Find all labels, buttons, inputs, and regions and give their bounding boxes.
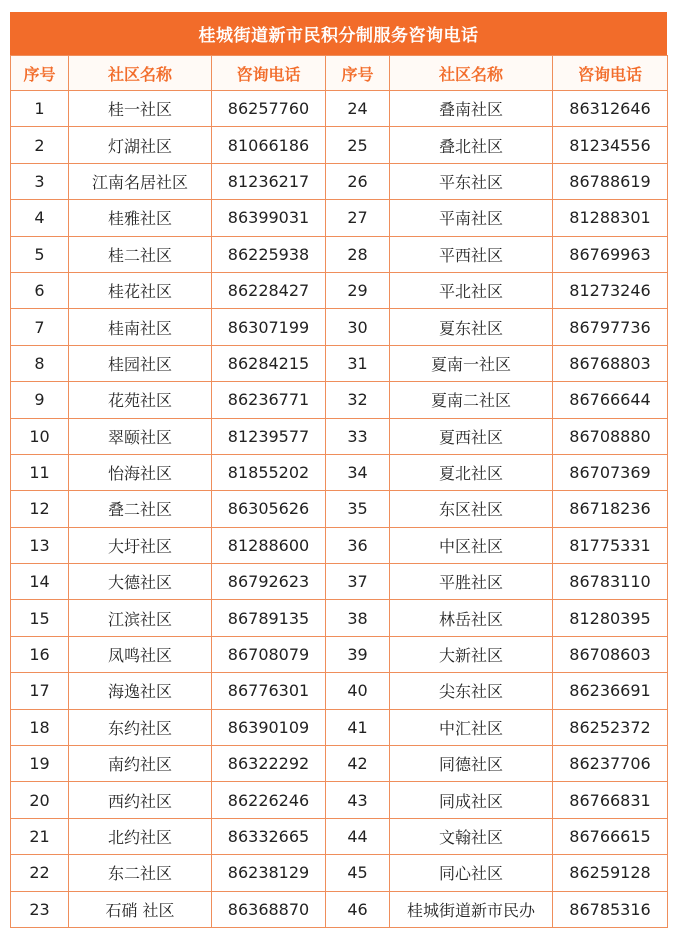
phone-number: 86237706 [553, 746, 668, 782]
table-row [11, 891, 668, 927]
row-index: 44 [326, 818, 390, 854]
phone-number: 86708880 [553, 418, 668, 454]
phone-number: 86708603 [553, 636, 668, 672]
row-index: 5 [11, 236, 69, 272]
row-index: 29 [326, 272, 390, 308]
table-row [11, 418, 668, 454]
contact-table [10, 55, 668, 928]
phone-number: 86257760 [212, 91, 326, 127]
phone-number: 86252372 [553, 709, 668, 745]
community-name: 石硝 社区 [69, 891, 212, 927]
table-title: 桂城街道新市民积分制服务咨询电话 [10, 12, 667, 55]
contact-table-container [10, 12, 667, 928]
community-name: 桂南社区 [69, 309, 212, 345]
table-row [11, 527, 668, 563]
row-index: 40 [326, 673, 390, 709]
community-name: 夏南二社区 [390, 382, 553, 418]
community-name: 凤鸣社区 [69, 636, 212, 672]
row-index: 16 [11, 636, 69, 672]
community-name: 平北社区 [390, 272, 553, 308]
community-name: 翠颐社区 [69, 418, 212, 454]
phone-number: 86228427 [212, 272, 326, 308]
row-index: 38 [326, 600, 390, 636]
row-index: 26 [326, 163, 390, 199]
community-name: 桂城街道新市民办 [390, 891, 553, 927]
table-row [11, 236, 668, 272]
phone-number: 86390109 [212, 709, 326, 745]
header-phone: 咨询电话 [212, 56, 326, 91]
phone-number: 86332665 [212, 818, 326, 854]
row-index: 3 [11, 163, 69, 199]
table-row [11, 818, 668, 854]
row-index: 39 [326, 636, 390, 672]
table-row [11, 782, 668, 818]
header-phone: 咨询电话 [553, 56, 668, 91]
row-index: 2 [11, 127, 69, 163]
row-index: 23 [11, 891, 69, 927]
row-index: 33 [326, 418, 390, 454]
row-index: 21 [11, 818, 69, 854]
phone-number: 86307199 [212, 309, 326, 345]
phone-number: 86707369 [553, 454, 668, 490]
row-index: 46 [326, 891, 390, 927]
table-row [11, 345, 668, 381]
phone-number: 81239577 [212, 418, 326, 454]
community-name: 桂一社区 [69, 91, 212, 127]
phone-number: 81280395 [553, 600, 668, 636]
phone-number: 86766615 [553, 818, 668, 854]
row-index: 45 [326, 855, 390, 891]
row-index: 19 [11, 746, 69, 782]
community-name: 灯湖社区 [69, 127, 212, 163]
community-name: 东二社区 [69, 855, 212, 891]
row-index: 24 [326, 91, 390, 127]
phone-number: 86785316 [553, 891, 668, 927]
row-index: 22 [11, 855, 69, 891]
community-name: 东约社区 [69, 709, 212, 745]
phone-number: 86322292 [212, 746, 326, 782]
community-name: 桂二社区 [69, 236, 212, 272]
phone-number: 86792623 [212, 564, 326, 600]
header-row [11, 56, 668, 91]
community-name: 平东社区 [390, 163, 553, 199]
phone-number: 86236691 [553, 673, 668, 709]
table-row [11, 163, 668, 199]
phone-number: 86797736 [553, 309, 668, 345]
row-index: 32 [326, 382, 390, 418]
phone-number: 81273246 [553, 272, 668, 308]
table-row [11, 746, 668, 782]
header-index: 序号 [11, 56, 69, 91]
row-index: 17 [11, 673, 69, 709]
community-name: 文翰社区 [390, 818, 553, 854]
community-name: 海逸社区 [69, 673, 212, 709]
phone-number: 86368870 [212, 891, 326, 927]
row-index: 8 [11, 345, 69, 381]
phone-number: 86766644 [553, 382, 668, 418]
phone-number: 86783110 [553, 564, 668, 600]
phone-number: 86789135 [212, 600, 326, 636]
row-index: 18 [11, 709, 69, 745]
community-name: 大德社区 [69, 564, 212, 600]
community-name: 西约社区 [69, 782, 212, 818]
row-index: 20 [11, 782, 69, 818]
phone-number: 86226246 [212, 782, 326, 818]
community-name: 平南社区 [390, 200, 553, 236]
community-name: 江南名居社区 [69, 163, 212, 199]
phone-number: 81288301 [553, 200, 668, 236]
table-row [11, 454, 668, 490]
phone-number: 81855202 [212, 454, 326, 490]
row-index: 31 [326, 345, 390, 381]
row-index: 12 [11, 491, 69, 527]
community-name: 怡海社区 [69, 454, 212, 490]
community-name: 北约社区 [69, 818, 212, 854]
table-body [11, 91, 668, 928]
phone-number: 81288600 [212, 527, 326, 563]
table-row [11, 709, 668, 745]
row-index: 6 [11, 272, 69, 308]
table-row [11, 491, 668, 527]
community-name: 大新社区 [390, 636, 553, 672]
phone-number: 86259128 [553, 855, 668, 891]
table-row [11, 382, 668, 418]
phone-number: 81775331 [553, 527, 668, 563]
community-name: 叠南社区 [390, 91, 553, 127]
phone-number: 81066186 [212, 127, 326, 163]
header-community: 社区名称 [69, 56, 212, 91]
phone-number: 86708079 [212, 636, 326, 672]
phone-number: 86768803 [553, 345, 668, 381]
header-index: 序号 [326, 56, 390, 91]
community-name: 桂花社区 [69, 272, 212, 308]
community-name: 同德社区 [390, 746, 553, 782]
community-name: 夏北社区 [390, 454, 553, 490]
row-index: 10 [11, 418, 69, 454]
phone-number: 86312646 [553, 91, 668, 127]
table-row [11, 600, 668, 636]
table-row [11, 127, 668, 163]
phone-number: 86225938 [212, 236, 326, 272]
community-name: 平西社区 [390, 236, 553, 272]
community-name: 尖东社区 [390, 673, 553, 709]
row-index: 15 [11, 600, 69, 636]
row-index: 35 [326, 491, 390, 527]
row-index: 14 [11, 564, 69, 600]
table-row [11, 855, 668, 891]
community-name: 同心社区 [390, 855, 553, 891]
community-name: 夏东社区 [390, 309, 553, 345]
phone-number: 86766831 [553, 782, 668, 818]
community-name: 叠北社区 [390, 127, 553, 163]
community-name: 桂园社区 [69, 345, 212, 381]
row-index: 1 [11, 91, 69, 127]
phone-number: 81236217 [212, 163, 326, 199]
community-name: 花苑社区 [69, 382, 212, 418]
community-name: 夏南一社区 [390, 345, 553, 381]
community-name: 南约社区 [69, 746, 212, 782]
phone-number: 86718236 [553, 491, 668, 527]
row-index: 43 [326, 782, 390, 818]
row-index: 7 [11, 309, 69, 345]
community-name: 桂雅社区 [69, 200, 212, 236]
phone-number: 86776301 [212, 673, 326, 709]
phone-number: 86305626 [212, 491, 326, 527]
community-name: 平胜社区 [390, 564, 553, 600]
phone-number: 86399031 [212, 200, 326, 236]
phone-number: 86236771 [212, 382, 326, 418]
community-name: 林岳社区 [390, 600, 553, 636]
table-row [11, 564, 668, 600]
community-name: 大圩社区 [69, 527, 212, 563]
row-index: 36 [326, 527, 390, 563]
table-row [11, 272, 668, 308]
row-index: 25 [326, 127, 390, 163]
table-row [11, 309, 668, 345]
community-name: 中区社区 [390, 527, 553, 563]
phone-number: 86769963 [553, 236, 668, 272]
phone-number: 81234556 [553, 127, 668, 163]
table-row [11, 200, 668, 236]
row-index: 42 [326, 746, 390, 782]
community-name: 叠二社区 [69, 491, 212, 527]
table-row [11, 673, 668, 709]
community-name: 东区社区 [390, 491, 553, 527]
row-index: 11 [11, 454, 69, 490]
community-name: 夏西社区 [390, 418, 553, 454]
table-row [11, 636, 668, 672]
row-index: 30 [326, 309, 390, 345]
phone-number: 86284215 [212, 345, 326, 381]
phone-number: 86238129 [212, 855, 326, 891]
row-index: 37 [326, 564, 390, 600]
community-name: 中汇社区 [390, 709, 553, 745]
table-row [11, 91, 668, 127]
row-index: 9 [11, 382, 69, 418]
row-index: 13 [11, 527, 69, 563]
header-community: 社区名称 [390, 56, 553, 91]
row-index: 4 [11, 200, 69, 236]
row-index: 27 [326, 200, 390, 236]
community-name: 同成社区 [390, 782, 553, 818]
row-index: 41 [326, 709, 390, 745]
row-index: 28 [326, 236, 390, 272]
community-name: 江滨社区 [69, 600, 212, 636]
row-index: 34 [326, 454, 390, 490]
phone-number: 86788619 [553, 163, 668, 199]
